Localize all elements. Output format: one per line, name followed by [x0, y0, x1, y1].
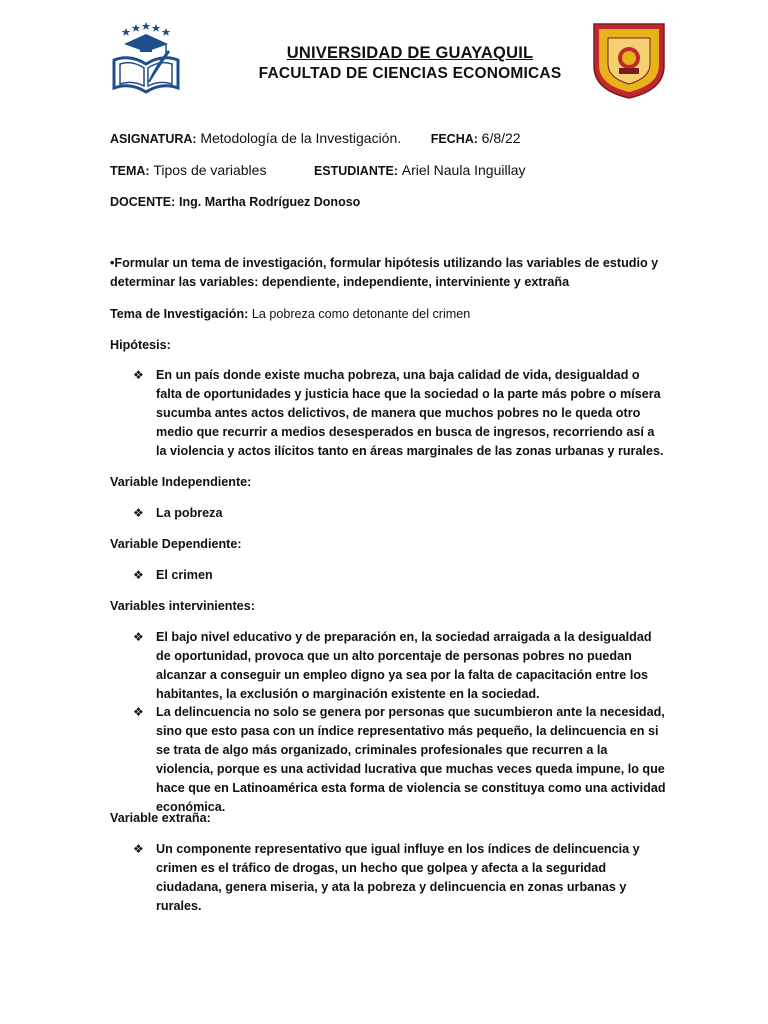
meta-line-asignatura — [110, 130, 521, 146]
diamond-bullet-icon: ❖ — [133, 506, 144, 520]
tema-value: Tipos de variables — [153, 162, 267, 178]
docente-value: Ing. Martha Rodríguez Donoso — [179, 195, 361, 209]
docente-label: DOCENTE: — [110, 195, 176, 209]
asignatura-label: ASIGNATURA: — [110, 132, 197, 146]
instruction-text: •Formular un tema de investigación, formular hipótesis utilizando las variables de estudio y determinar las variables: dependiente, independiente, interviniente y extraña — [110, 256, 659, 289]
research-topic-label: Tema de Investigación: — [110, 307, 249, 321]
asignatura-value: Metodología de la Investigación. — [200, 130, 402, 146]
fecha-label: FECHA: — [430, 132, 478, 146]
intervening-variable-item: La delincuencia no solo se genera por personas que sucumbieron ante la necesidad, sino que esto pasa con un índice representativo más pequeño, la delincuencia en si se trata de algo más organizado, criminales profesionales que recurren a la violencia, porque es una actividad lucrativa que muchas veces queda impune, lo que hace que en Latinoamérica esta forma de violencia se constituya como una actividad económica. — [156, 705, 666, 814]
hypothesis-heading: Hipótesis: — [110, 338, 171, 352]
independent-variable-item: La pobreza — [156, 506, 223, 520]
fecha-value: 6/8/22 — [481, 130, 521, 146]
extraneous-variable-item: Un componente representativo que igual influye en los índices de delincuencia y crimen es el tráfico de drogas, un hecho que golpea y afecta a la seguridad ciudadana, genera miseria, y ata la pobreza y delincuencia en zonas urbanas y rurales. — [156, 842, 640, 913]
diamond-bullet-icon: ❖ — [133, 630, 144, 644]
meta-line-tema — [110, 162, 526, 178]
diamond-bullet-icon: ❖ — [133, 705, 144, 719]
intervening-variable-item: El bajo nivel educativo y de preparación en, la sociedad arraigada a la desigualdad de oportunidad, provoca que un alto porcentaje de personas pobres no puedan alcanzar a conseguir un empleo digno ya sea por la falta de capacitación entre los habitantes, la exclusión o marginación existente en la sociedad. — [156, 630, 652, 701]
intervening-variables-heading: Variables intervinientes: — [110, 599, 255, 613]
independent-variable-heading: Variable Independiente: — [110, 475, 252, 489]
diamond-bullet-icon: ❖ — [133, 568, 144, 582]
dependent-variable-heading: Variable Dependiente: — [110, 537, 242, 551]
faculty-title: FACULTAD DE CIENCIAS ECONOMICAS — [258, 65, 562, 82]
research-topic-value: La pobreza como detonante del crimen — [251, 307, 471, 321]
estudiante-label: ESTUDIANTE: — [313, 164, 398, 178]
research-topic — [110, 305, 670, 324]
estudiante-value: Ariel Naula Inguillay — [401, 162, 526, 178]
meta-line-docente — [110, 194, 360, 209]
dependent-variable-item: El crimen — [156, 568, 213, 582]
diamond-bullet-icon: ❖ — [133, 368, 144, 382]
tema-label: TEMA: — [110, 164, 150, 178]
extraneous-variable-heading: Variable extraña: — [110, 811, 211, 825]
diamond-bullet-icon: ❖ — [133, 842, 144, 856]
hypothesis-text: En un país donde existe mucha pobreza, una baja calidad de vida, desigualdad o falta de oportunidades y justicia hace que la sociedad o la parte más pobre o mísera sucumba antes actos delictivos, de manera que muchos pobres no le queda otro medio que recurrir a medios desesperados en busca de ingresos, recorriendo así a la violencia y actos ilícitos tanto en áreas marginales de las zonas urbanas y rurales. — [156, 368, 664, 458]
university-title: UNIVERSIDAD DE GUAYAQUIL — [286, 44, 534, 62]
